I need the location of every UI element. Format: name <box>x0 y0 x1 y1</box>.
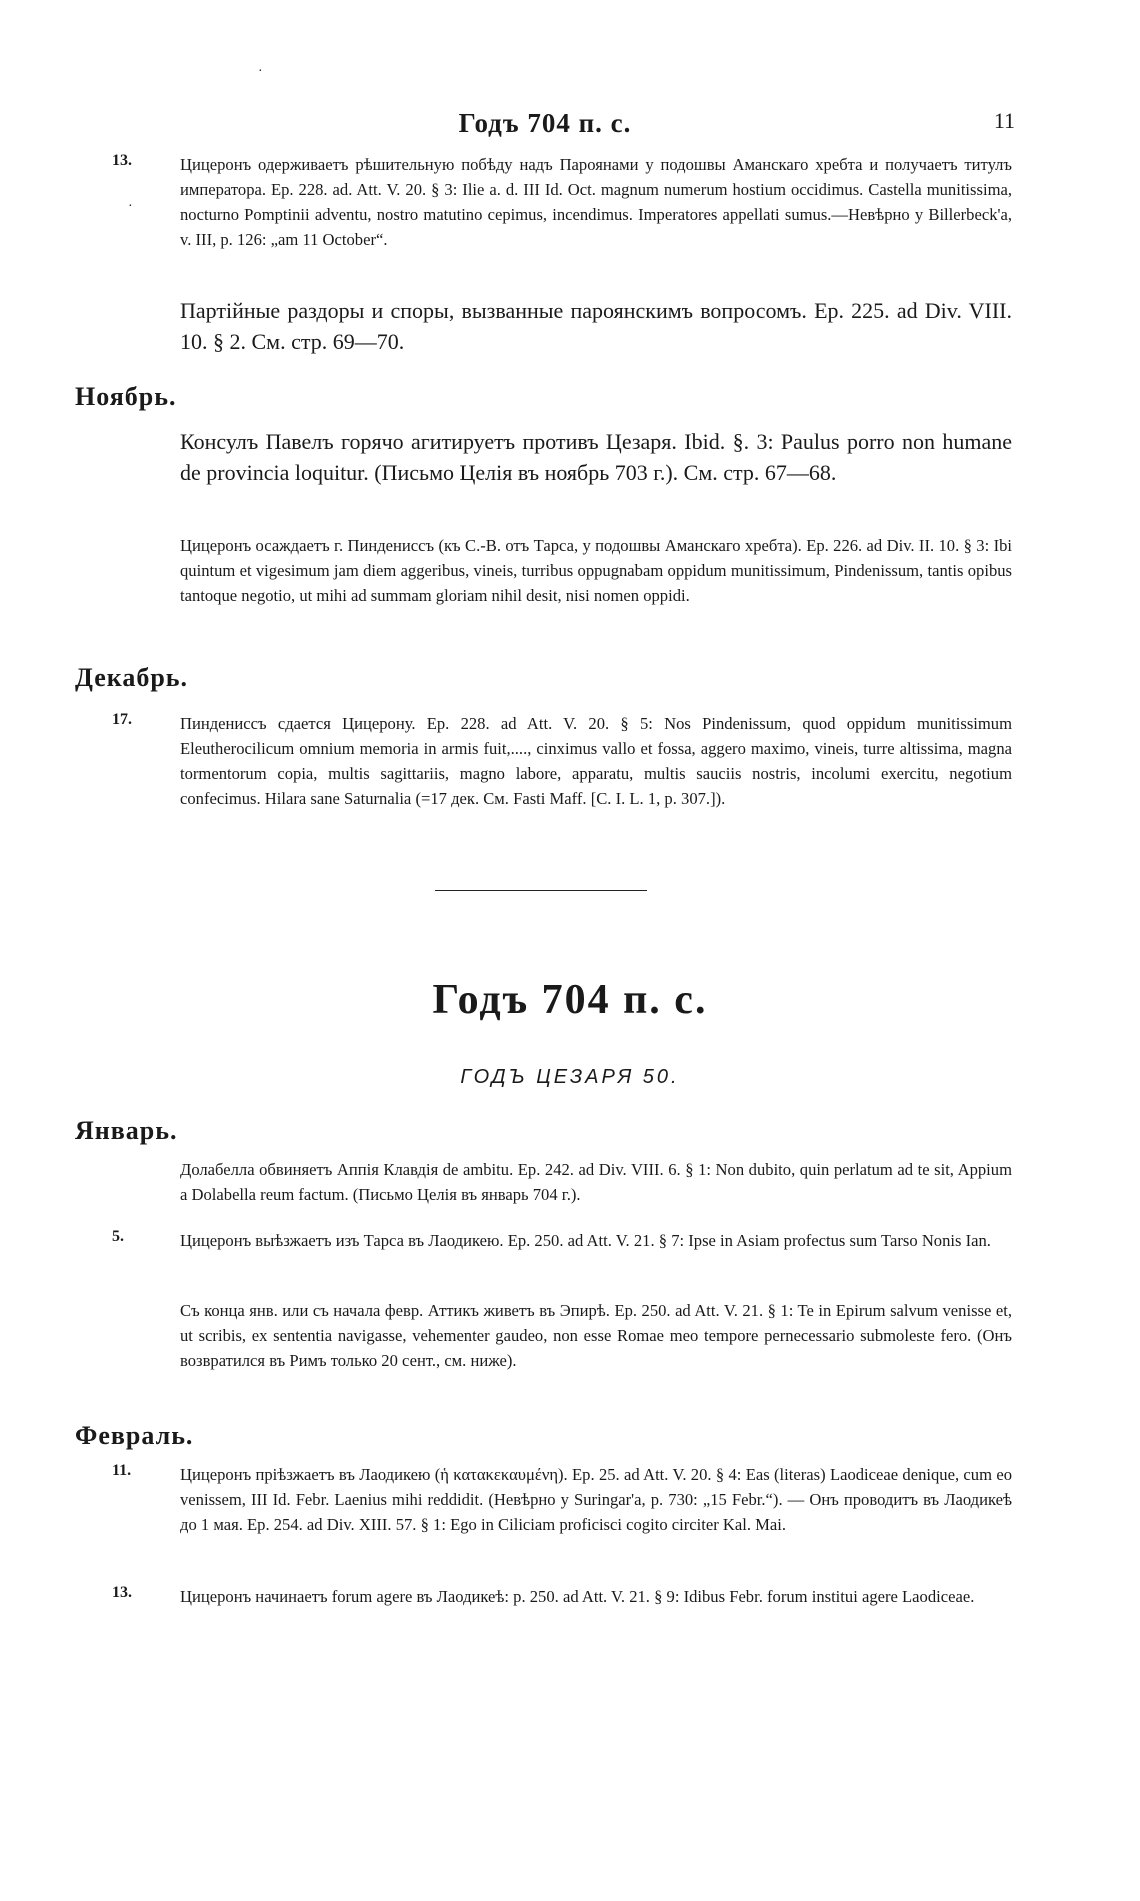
entry-11-february <box>112 1462 1012 1537</box>
section-divider <box>435 890 647 891</box>
entry-pindenissus-siege <box>115 533 1012 608</box>
page-header <box>75 108 1015 148</box>
ink-dot: · <box>128 199 133 214</box>
entry-text: Цицеронъ начинаетъ forum agere въ Лаодикеѣ: p. 250. ad Att. V. 21. § 9: Idibus Febr. forum institui agere Laodiceae. <box>180 1587 975 1606</box>
month-heading-february: Февраль. <box>75 1421 194 1450</box>
page-number: 11 <box>993 108 1015 133</box>
entry-atticus-epirus <box>115 1298 1012 1373</box>
entry-day: 11. <box>112 1462 132 1479</box>
entry-day: 5. <box>112 1228 124 1245</box>
entry-text: Консулъ Павелъ горячо агитируетъ противъ Цезаря. Ibid. §. 3: Paulus porro non humane de provincia loquitur. (Письмо Целія въ ноябрь 703 г.). См. стр. 67—68. <box>180 429 1012 485</box>
entry-17-december <box>112 711 1012 811</box>
month-heading-january: Январь. <box>75 1116 178 1145</box>
entry-text: Цицеронъ осаждаетъ г. Пиндениссъ (къ С.-В. отъ Тарса, у подошвы Аманскаго хребта). Ep. 226. ad Div. II. 10. § 3: Ibi quintum et vigesimum jam diem aggeribus, vineis, turribus oppugnabam oppidum munitissimum, Pindenissum, tantis opibus tantoque negotio, ut mihi ad summam gloriam nihil desit, nisi nomen oppidi. <box>180 536 1012 605</box>
entry-day: 13. <box>112 152 132 169</box>
month-heading-november: Ноябрь. <box>75 382 177 411</box>
year-section-subtitle: ГОДЪ ЦЕЗАРЯ 50. <box>460 1066 680 1088</box>
entry-text: Цицеронъ одерживаетъ рѣшительную побѣду надъ Пароянами у подошвы Аманскаго хребта и получаетъ титулъ императора. Ep. 228. ad. Att. V. 20. § 3: Ilie a. d. III Id. Oct. magnum numerum hostium occidimus. Castella munitissima, nocturno Pomptinii adventu, nostro matutino cepimus, incendimus. Imperatores appellati sumus.—Невѣрно у Billerbeck'a, v. III, p. 126: „am 11 October“. <box>180 155 1012 249</box>
entry-dolabella <box>115 1157 1012 1207</box>
entry-day: 17. <box>112 711 132 728</box>
ink-dot: · <box>258 64 263 79</box>
entry-text: Съ конца янв. или съ начала февр. Аттикъ живетъ въ Эпирѣ. Ep. 250. ad Att. V. 21. § 1: Te in Epirum salvum venisse et, ut scribis, ex sententia navigasse, vehementer gaudeo, non esse Romae meo tempore pernecessario submoleste fero. (Онъ возвратился въ Римъ только 20 сент., см. ниже). <box>180 1301 1012 1370</box>
year-section-title: Годъ 704 п. с. <box>432 977 708 1023</box>
entry-day: 13. <box>112 1584 132 1601</box>
entry-text: Пиндениссъ сдается Цицерону. Ep. 228. ad Att. V. 20. § 5: Nos Pindenissum, quod oppidum munitissimum Eleutherocilicum omnium memoria in armis fuit,...., cinximus vallo et fossa, aggero maximo, vineis, turre altissima, magna tormentorum copia, multis sagittariis, magno labore, apparatu, multis sauciis nostris, incolumi exercitu, negotium confecimus. Hilara sane Saturnalia (=17 дек. См. Fasti Maff. [C. I. L. 1, p. 307.]). <box>180 714 1012 808</box>
running-title: Годъ 704 п. с. <box>458 108 632 138</box>
entry-text: Партійные раздоры и споры, вызванные пароянскимъ вопросомъ. Ep. 225. ad Div. VIII. 10. § 2. См. стр. 69—70. <box>180 298 1012 354</box>
entry-text: Долабелла обвиняетъ Аппія Клавдія de ambitu. Ep. 242. ad Div. VIII. 6. § 1: Non dubito, quin perlatum ad te sit, Appium a Dolabella reum factum. (Письмо Целія въ январь 704 г.). <box>180 1160 1012 1204</box>
entry-paulus <box>115 426 1012 488</box>
entry-text: Цицеронъ пріѣзжаетъ въ Лаодикею (ἡ κατακεκαυμένη). Ep. 25. ad Att. V. 20. § 4: Eas (literas) Laodiceae denique, cum eo venissem, III Id. Febr. Laenius mihi reddidit. (Невѣрно у Suringar'a, p. 730: „15 Febr.“). — Онъ проводитъ въ Лаодикеѣ до 1 мая. Ep. 254. ad Div. XIII. 57. § 1: Ego in Ciliciam proficisci cogito circiter Kal. Mai. <box>180 1465 1012 1534</box>
entry-13-october <box>112 152 1012 252</box>
entry-party-disputes <box>115 295 1012 357</box>
entry-5-january <box>112 1228 1012 1253</box>
month-heading-december: Декабрь. <box>75 663 189 692</box>
entry-13-february <box>112 1584 1012 1609</box>
entry-text: Цицеронъ выѣзжаетъ изъ Тарса въ Лаодикею. Ep. 250. ad Att. V. 21. § 7: Ipse in Asiam profectus sum Tarso Nonis Ian. <box>180 1231 991 1250</box>
